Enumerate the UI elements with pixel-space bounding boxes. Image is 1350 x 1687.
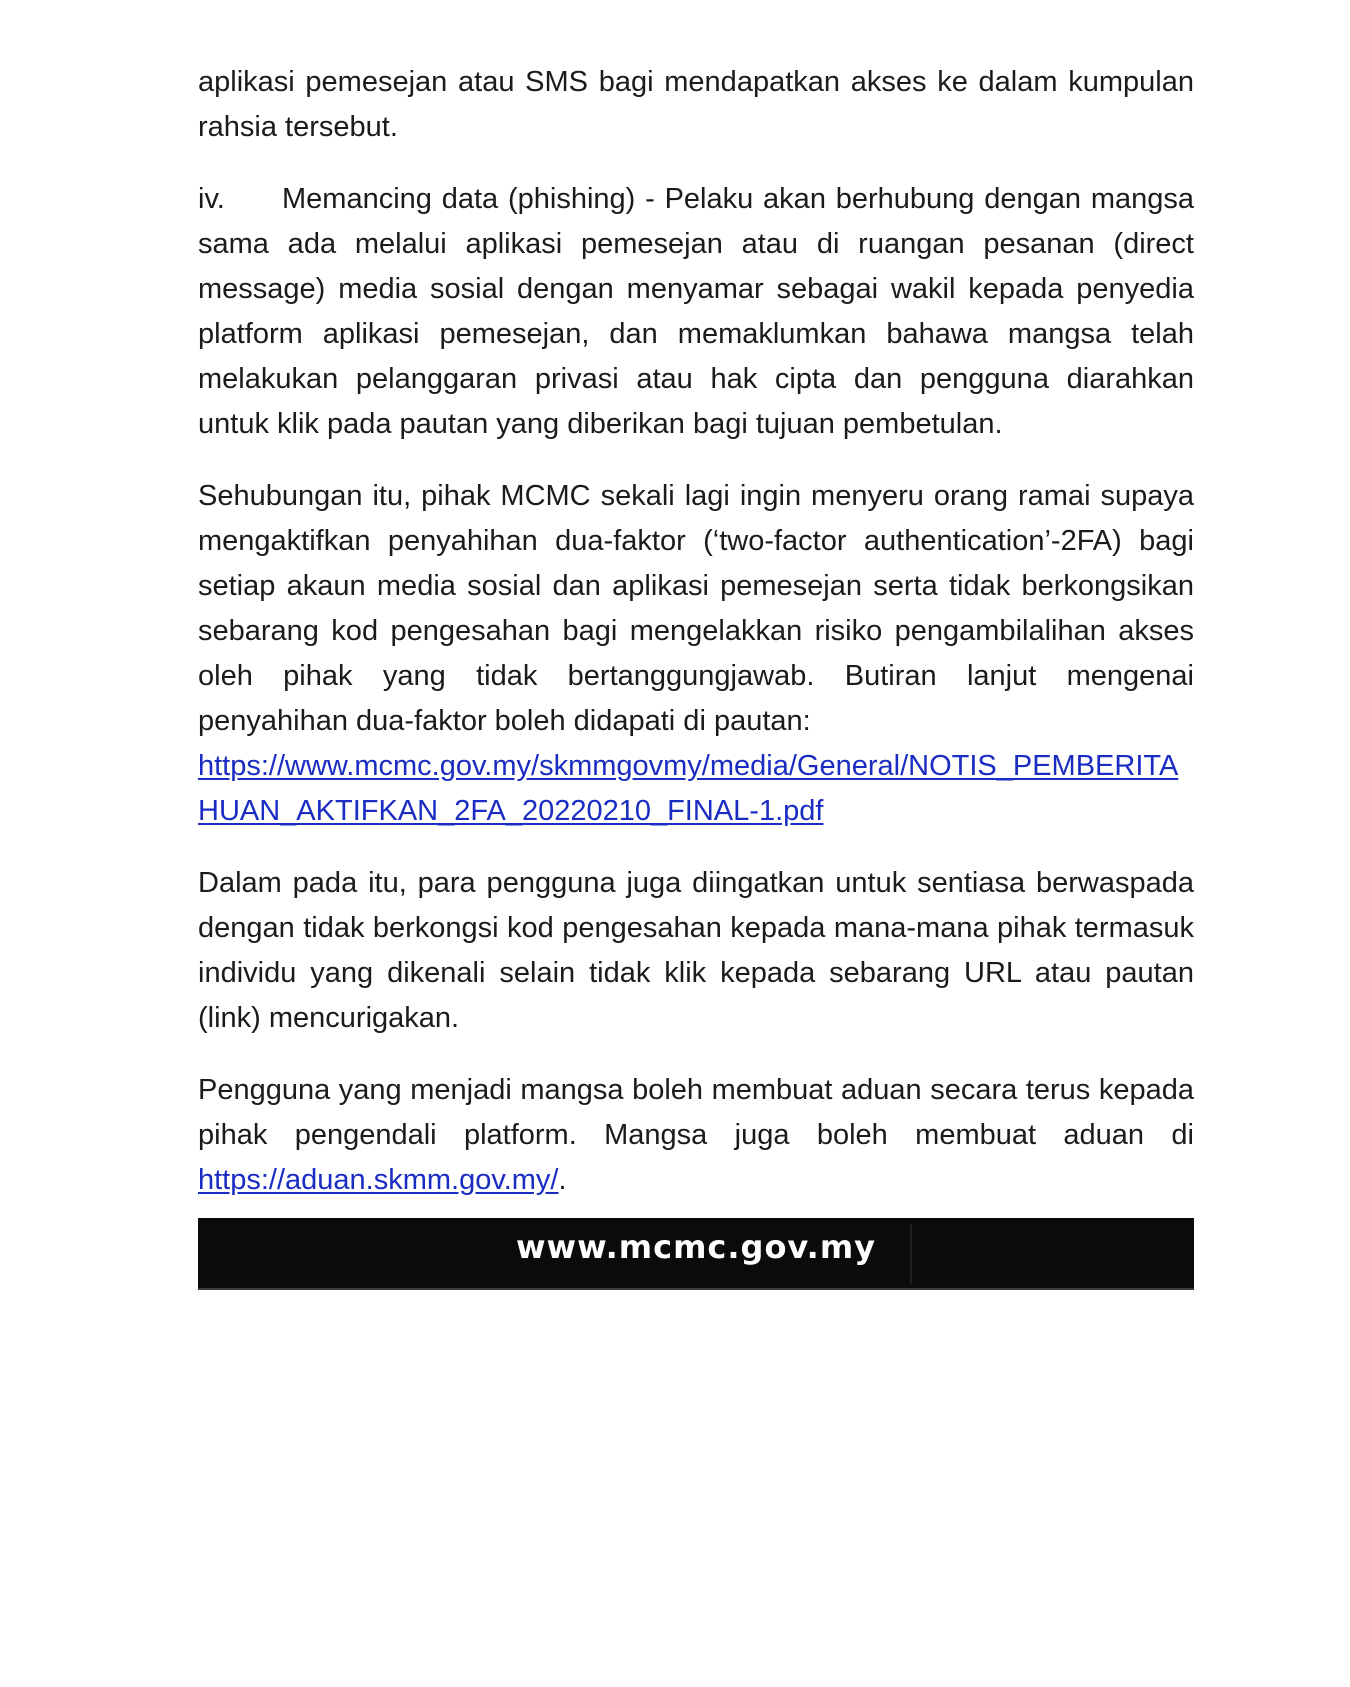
paragraph-text: Pengguna yang menjadi mangsa boleh membuat aduan secara terus kepada pihak pengendali platform. Mangsa juga boleh membuat aduan di bbox=[198, 1074, 1194, 1151]
sentence-period: . bbox=[558, 1164, 567, 1196]
paragraph-2fa-advice bbox=[198, 474, 1194, 834]
footer-website: www.mcmc.gov.my bbox=[515, 1228, 877, 1266]
paragraph-text: aplikasi pemesejan atau SMS bagi mendapatkan akses ke dalam kumpulan rahsia tersebut. bbox=[198, 66, 1194, 143]
footer-banner bbox=[198, 1218, 1194, 1290]
paragraph-complaint bbox=[198, 1068, 1194, 1203]
paragraph-text: Sehubungan itu, pihak MCMC sekali lagi ingin menyeru orang ramai supaya mengaktifkan penyahihan dua-faktor (‘two-factor authentication’-2FA) bagi setiap akaun media sosial dan aplikasi pemesejan serta tidak berkongsikan sebarang kod pengesahan bagi mengelakkan risiko pengambilalihan akses oleh pihak yang tidak bertanggungjawab. Butiran lanjut mengenai penyahihan dua-faktor boleh didapati di pautan: bbox=[198, 480, 1194, 737]
list-item-phishing bbox=[198, 177, 1194, 447]
list-marker: iv. bbox=[198, 183, 225, 215]
2fa-notice-link[interactable]: https://www.mcmc.gov.my/skmmgovmy/media/General/NOTIS_PEMBERITAHUAN_AKTIFKAN_2FA_20220210_FINAL-1.pdf bbox=[198, 750, 1179, 827]
paragraph-text: Dalam pada itu, para pengguna juga diingatkan untuk sentiasa berwaspada dengan tidak berkongsi kod pengesahan kepada mana-mana pihak termasuk individu yang dikenali selain tidak klik kepada sebarang URL atau pautan (link) mencurigakan. bbox=[198, 867, 1194, 1034]
document-body bbox=[198, 60, 1194, 1203]
paragraph-vigilance bbox=[198, 861, 1194, 1041]
complaint-portal-link[interactable]: https://aduan.skmm.gov.my/ bbox=[198, 1164, 559, 1196]
paragraph-text: Memancing data (phishing) - Pelaku akan berhubung dengan mangsa sama ada melalui aplikasi pemesejan atau di ruangan pesanan (direct message) media sosial dengan menyamar sebagai wakil kepada penyedia platform aplikasi pemesejan, dan memaklumkan bahawa mangsa telah melakukan pelanggaran privasi atau hak cipta dan pengguna diarahkan untuk klik pada pautan yang diberikan bagi tujuan pembetulan. bbox=[198, 183, 1194, 440]
paragraph-continuation bbox=[198, 60, 1194, 150]
